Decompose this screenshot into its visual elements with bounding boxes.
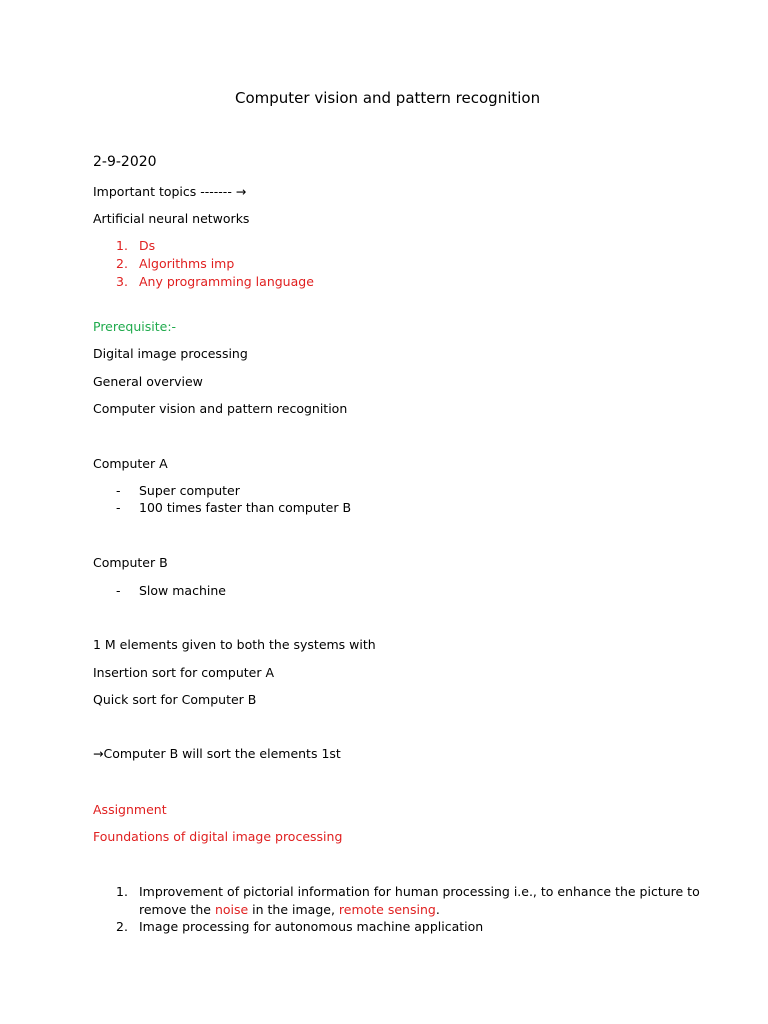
list-number: 3. [116, 274, 128, 289]
text-line: Digital image processing [93, 346, 248, 361]
list-item-text: Algorithms imp [139, 256, 235, 271]
list-item [116, 886, 700, 899]
text-run: . [435, 902, 440, 917]
text-line: General overview [93, 374, 203, 389]
text-line: Quick sort for Computer B [93, 692, 257, 707]
assignment-title: Foundations of digital image processing [93, 829, 343, 844]
list-item [116, 485, 240, 498]
list-number: 1. [116, 884, 128, 899]
ann-line: Artificial neural networks [93, 211, 250, 226]
computer-b-label: Computer B [93, 555, 168, 570]
list-item-text: Super computer [139, 483, 240, 498]
list-item-text: Any programming language [139, 274, 314, 289]
highlight-remote-sensing: remote sensing [338, 902, 436, 917]
prerequisite-heading: Prerequisite:- [93, 319, 177, 334]
list-number: 2. [116, 919, 128, 934]
list-item [116, 502, 351, 515]
bullet-dash: - [116, 483, 121, 498]
list-item-text: Ds [139, 238, 156, 253]
list-number: 2. [116, 256, 128, 271]
bullet-dash: - [116, 583, 121, 598]
document-title: Computer vision and pattern recognition [235, 89, 541, 107]
text-run: in the image, [248, 902, 339, 917]
list-item [116, 276, 314, 289]
list-item-text: Image processing for autonomous machine application [139, 919, 484, 934]
list-item-text: 100 times faster than computer B [139, 500, 352, 515]
text-run: remove the [139, 902, 215, 917]
list-item [116, 240, 155, 253]
text-line: Insertion sort for computer A [93, 665, 275, 680]
highlight-noise: noise [214, 902, 249, 917]
list-item [116, 921, 483, 934]
document-date: 2-9-2020 [93, 154, 157, 170]
computer-a-label: Computer A [93, 456, 168, 471]
list-item-text: Improvement of pictorial information for human processing i.e., to enhance the picture to [139, 884, 700, 899]
text-line: Computer vision and pattern recognition [93, 401, 348, 416]
conclusion-line: →Computer B will sort the elements 1st [93, 746, 341, 761]
important-topics-line: Important topics ------- → [93, 184, 247, 199]
list-number: 1. [116, 238, 128, 253]
list-item-text: Slow machine [139, 583, 226, 598]
bullet-dash: - [116, 500, 121, 515]
assignment-heading: Assignment [93, 802, 167, 817]
list-item [116, 258, 234, 271]
list-item-continuation [139, 904, 440, 917]
list-item [116, 585, 226, 598]
text-line: 1 M elements given to both the systems with [93, 637, 376, 652]
